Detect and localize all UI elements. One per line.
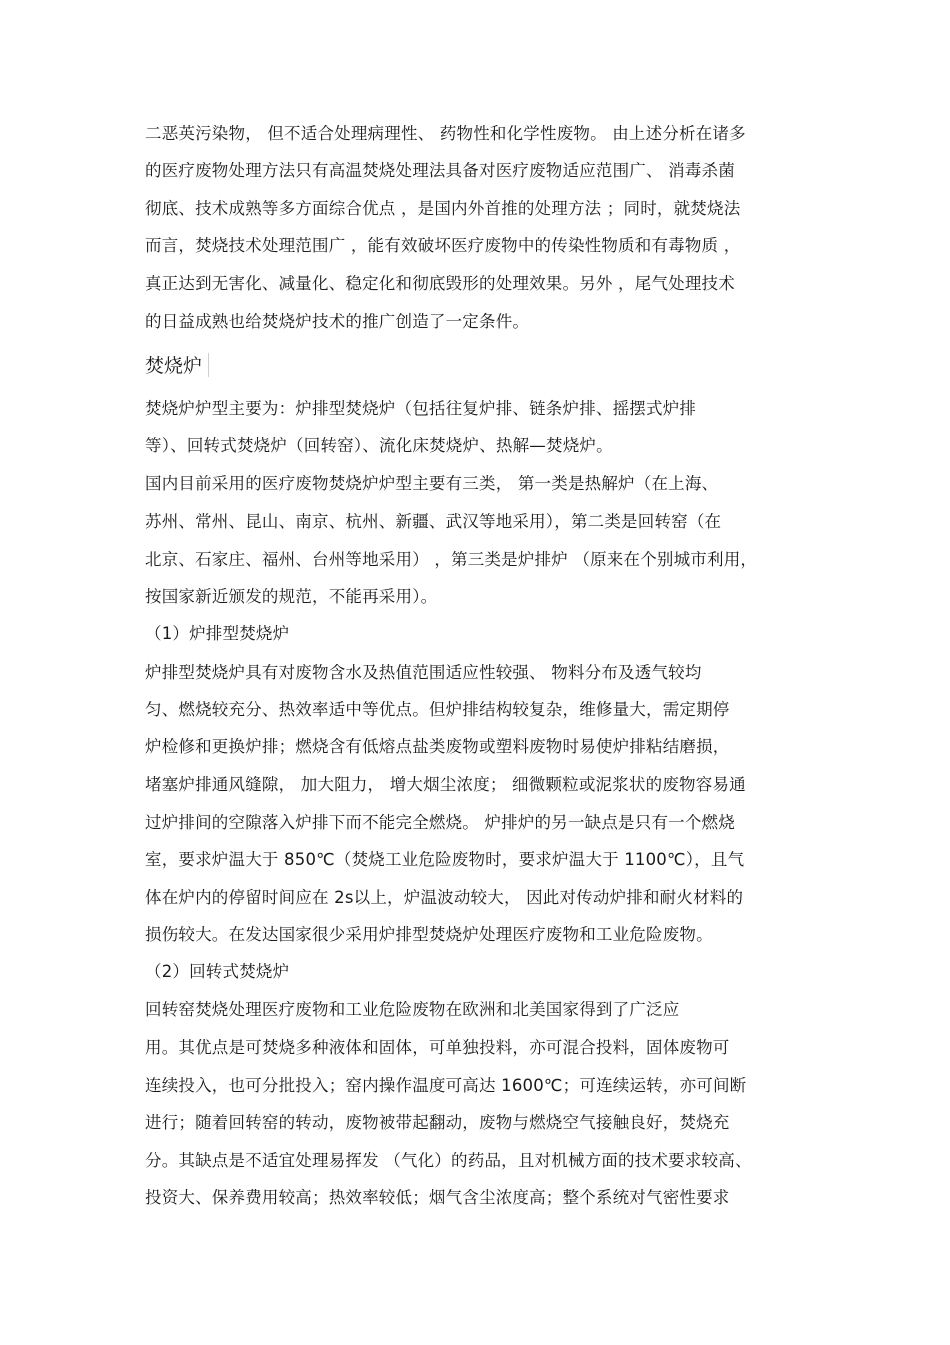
text-line: 苏州、常州、昆山、南京、杭州、新疆、武汉等地采用），第二类是回转窑（在 (145, 512, 722, 531)
text-line: 回转窑焚烧处理医疗废物和工业危险废物在欧洲和北美国家得到了广泛应 (145, 1000, 680, 1019)
text-line: 按国家新近颁发的规范，不能再采用）。 (145, 587, 438, 606)
text-line: 彻底、技术成熟等多方面综合优点 ，是国内外首推的处理方法 ；同时，就焚烧法 (145, 199, 741, 218)
text-line: 匀、燃烧较充分、热效率适中等优点。但炉排结构较复杂，维修量大，需定期停 (145, 700, 730, 719)
subsection-title: （2）回转式焚烧炉 (145, 962, 290, 981)
text-line: 真正达到无害化、减量化、稳定化和彻底毁形的处理效果。另外 ，尾气处理技术 (145, 274, 735, 293)
text-line: 过炉排间的空隙落入炉排下而不能完全燃烧。 炉排炉的另一缺点是只有一个燃烧 (145, 813, 735, 832)
text-line: 堵塞炉排通风缝隙， 加大阻力， 增大烟尘浓度； 细微颗粒或泥浆状的废物容易通 (145, 775, 746, 794)
text-line: 投资大、保养费用较高；热效率较低；烟气含尘浓度高；整个系统对气密性要求 (145, 1188, 730, 1207)
text-line: 北京、石家庄、福州、台州等地采用） ，第三类是炉排炉 （原来在个别城市利用， (145, 550, 758, 569)
text-line: 等）、回转式焚烧炉（回转窑）、流化床焚烧炉、热解—焚烧炉。 (145, 436, 613, 455)
text-line: 进行；随着回转窑的转动，废物被带起翻动，废物与燃烧空气接触良好，焚烧充 (145, 1113, 730, 1132)
text-line: 炉检修和更换炉排；燃烧含有低熔点盐类废物或塑料废物时易使炉排粘结磨损， (145, 737, 730, 756)
text-line: 二恶英污染物， 但不适合处理病理性、 药物性和化学性废物。 由上述分析在诸多 (145, 124, 746, 143)
text-line: 室，要求炉温大于 850℃（焚烧工业危险废物时，要求炉温大于 1100℃），且气 (145, 850, 745, 869)
section-heading-text: 焚烧炉 (145, 355, 203, 377)
text-line: 而言，焚烧技术处理范围广 ，能有效破坏医疗废物中的传染性物质和有毒物质 ， (145, 236, 741, 255)
text-line: 用。其优点是可焚烧多种液体和固体，可单独投料，亦可混合投料，固体废物可 (145, 1038, 730, 1057)
text-line: 焚烧炉炉型主要为：炉排型焚烧炉（包括往复炉排、链条炉排、摇摆式炉排 (145, 399, 697, 418)
subsection-title: （1）炉排型焚烧炉 (145, 624, 290, 643)
text-line: 损伤较大。在发达国家很少采用炉排型焚烧炉处理医疗废物和工业危险废物。 (145, 925, 713, 944)
text-line: 体在炉内的停留时间应在 2s以上，炉温波动较大， 因此对传动炉排和耐火材料的 (145, 888, 744, 907)
text-line: 连续投入，也可分批投入；窑内操作温度可高达 1600℃；可连续运转，亦可间断 (145, 1076, 747, 1095)
text-cursor-mark (208, 353, 209, 377)
text-line: 的医疗废物处理方法只有高温焚烧处理法具备对医疗废物适应范围广、 消毒杀菌 (145, 161, 735, 180)
section-heading (145, 353, 209, 378)
text-line: 的日益成熟也给焚烧炉技术的推广创造了一定条件。 (145, 312, 530, 331)
text-line: 分。其缺点是不适宜处理易挥发 （气化）的药品，且对机械方面的技术要求较高、 (145, 1151, 752, 1170)
text-line: 炉排型焚烧炉具有对废物含水及热值范围适应性较强、 物料分布及透气较均 (145, 663, 702, 682)
text-line: 国内目前采用的医疗废物焚烧炉炉型主要有三类， 第一类是热解炉（在上海、 (145, 474, 719, 493)
